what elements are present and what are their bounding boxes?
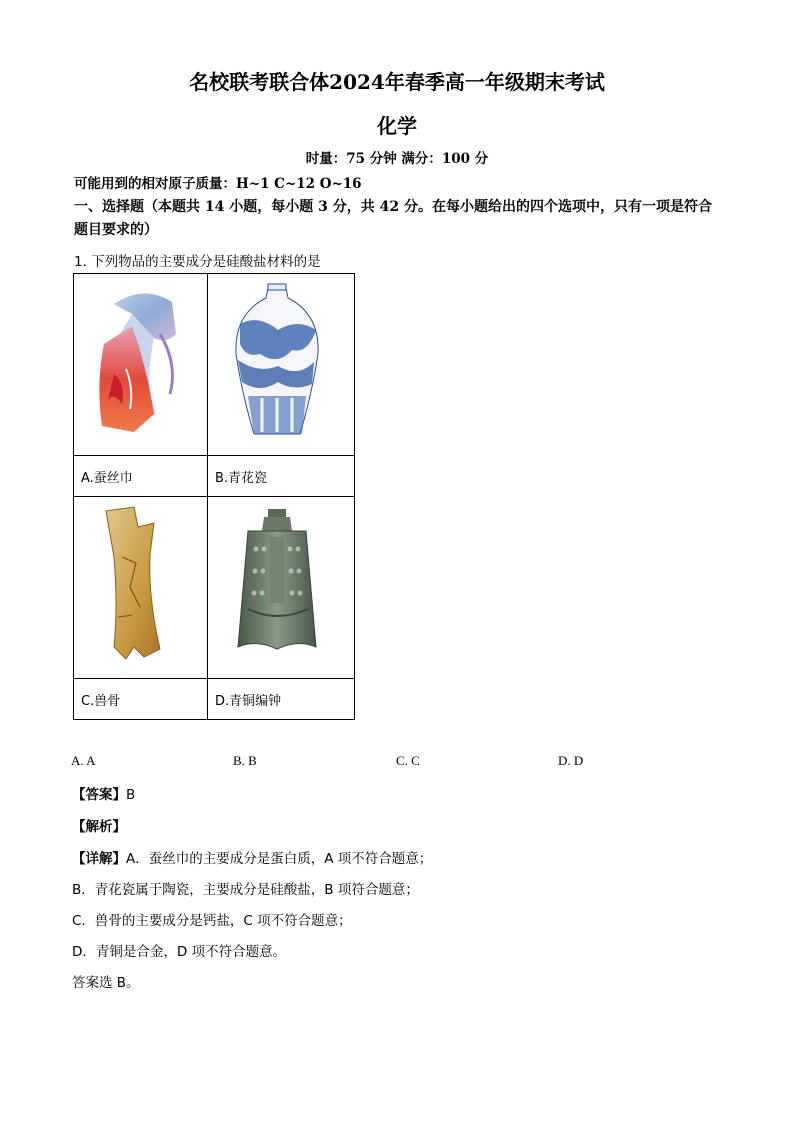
question-stem: 1. 下列物品的主要成分是硅酸盐材料的是 <box>74 254 321 270</box>
answer-value: B <box>126 787 136 803</box>
exam-meta: 时量：75 分钟 满分：100 分 <box>305 151 489 167</box>
cell-c-image <box>74 497 208 679</box>
detail-line-b: B．青花瓷属于陶瓷，主要成分是硅酸盐，B 项符合题意； <box>72 882 419 898</box>
cell-a-image <box>74 274 208 456</box>
cell-d-image <box>208 497 355 679</box>
cell-b-image <box>208 274 355 456</box>
detail-line-c: C．兽骨的主要成分是钙盐，C 项不符合题意； <box>72 913 352 929</box>
subject-title: 化学 <box>377 114 417 138</box>
detail-tag: 【详解】 <box>72 851 126 867</box>
label-b: B.青花瓷 <box>208 456 355 497</box>
detail-line-a <box>72 847 432 867</box>
choice-a[interactable]: A. A <box>71 753 96 768</box>
silk-scarf-image <box>74 274 200 451</box>
options-table <box>73 273 355 720</box>
label-c: C.兽骨 <box>74 679 208 720</box>
answer-tag: 【答案】 <box>72 787 126 803</box>
label-d: D.青铜编钟 <box>208 679 355 720</box>
analysis-label: 【解析】 <box>72 819 126 835</box>
section-heading: 一、选择题（本题共 14 小题，每小题 3 分，共 42 分。在每小题给出的四个选项中，只有一项是符合题目要求的） <box>74 199 712 238</box>
analysis-tag <box>72 815 126 835</box>
choice-b[interactable]: B. B <box>233 753 257 768</box>
answer-line <box>72 783 135 803</box>
atomic-masses: 可能用到的相对原子质量：H~1 C~12 O~16 <box>74 176 362 192</box>
choice-c[interactable]: C. C <box>396 753 420 768</box>
bronze-bell-image <box>208 497 347 674</box>
choice-d[interactable]: D. D <box>558 753 584 768</box>
exam-title: 名校联考联合体2024年春季高一年级期末考试 <box>189 70 605 94</box>
animal-bone-image <box>74 497 200 674</box>
label-a: A.蚕丝巾 <box>74 456 208 497</box>
detail-line-d: D．青铜是合金，D 项不符合题意。 <box>72 944 287 960</box>
detail-text-a: A．蚕丝巾的主要成分是蛋白质，A 项不符合题意； <box>126 851 433 867</box>
blue-white-porcelain-vase-image <box>208 274 347 451</box>
final-answer-line: 答案选 B。 <box>72 975 140 991</box>
